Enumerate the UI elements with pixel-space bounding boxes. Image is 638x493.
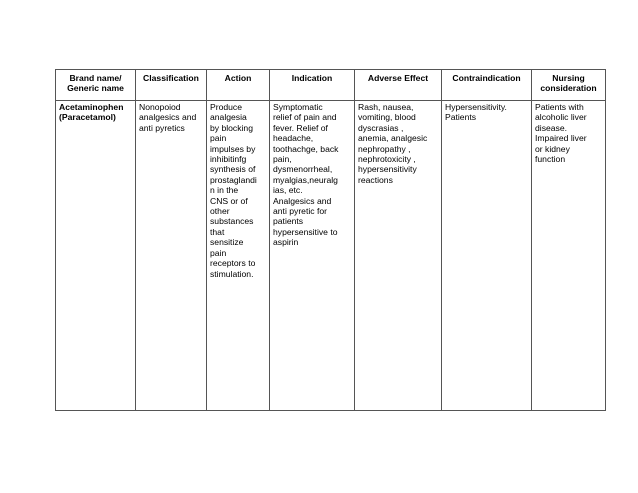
cell-text-line: Hypersensitivity. — [445, 102, 507, 112]
cell-text-line: Produce — [210, 102, 243, 112]
cell-text-line: pain — [210, 133, 227, 144]
cell-text-line: Impaired liver — [535, 133, 587, 144]
cell-text-line: inhibitinfg — [210, 154, 247, 165]
cell-nursing-consideration — [532, 101, 606, 411]
header-nursing-consideration: Nursing consideration — [532, 70, 606, 101]
cell-text-line: substances — [210, 216, 254, 227]
header-action: Action — [207, 70, 270, 101]
header-indication: Indication — [270, 70, 355, 101]
cell-text-line: that — [210, 226, 225, 237]
cell-text-line: myalgias,neuralg — [273, 174, 338, 185]
cell-text-line: disease. — [535, 122, 568, 133]
cell-classification — [136, 101, 207, 411]
cell-text-line: sensitize — [210, 237, 244, 248]
cell-text-line: function — [535, 154, 566, 165]
header-row — [56, 70, 606, 101]
cell-text-line: Analgesics and — [273, 195, 332, 206]
cell-text-line: dyscrasias , — [358, 122, 404, 133]
cell-adverse-effect — [355, 101, 442, 411]
drug-table — [55, 69, 606, 411]
cell-text-line: stimulation. — [210, 268, 254, 279]
cell-text-line: ias, etc. — [273, 185, 303, 196]
header-brand-name: Brand name/ Generic name — [56, 70, 136, 101]
cell-contraindication — [442, 101, 532, 411]
cell-text-line: Acetaminophen — [59, 102, 124, 112]
cell-text-line: analgesia — [210, 112, 247, 123]
cell-text-line: headache, — [273, 133, 314, 144]
cell-text-line: Patients — [445, 112, 477, 123]
cell-text-line: aspirin — [273, 237, 299, 248]
cell-text-line: hypersensitivity — [358, 164, 417, 175]
header-classification: Classification — [136, 70, 207, 101]
cell-text-line: vomiting, blood — [358, 112, 416, 123]
cell-text-line: pain — [210, 247, 227, 258]
cell-brand-name — [56, 101, 136, 411]
cell-text-line: (Paracetamol) — [59, 112, 116, 123]
cell-text-line: by blocking — [210, 122, 253, 133]
cell-text-line: Nonopoiod — [139, 102, 181, 112]
cell-text-line: alcoholic liver — [535, 112, 587, 123]
cell-text-line: prostaglandi — [210, 174, 257, 185]
cell-text-line: synthesis of — [210, 164, 256, 175]
cell-text-line: n in the — [210, 185, 239, 196]
cell-text-line: patients — [273, 216, 304, 227]
cell-text-line: nephrotoxicity , — [358, 154, 416, 165]
header-contraindication: Contraindication — [442, 70, 532, 101]
cell-text-line: impulses by — [210, 143, 256, 154]
cell-text-line: receptors to — [210, 258, 256, 269]
cell-indication — [270, 101, 355, 411]
cell-text-line: nephropathy , — [358, 143, 411, 154]
cell-text-line: Rash, nausea, — [358, 102, 414, 112]
cell-text-line: CNS or of — [210, 195, 248, 206]
cell-text-line: Symptomatic — [273, 102, 323, 112]
cell-text-line: pain, — [273, 154, 292, 165]
header-adverse-effect: Adverse Effect — [355, 70, 442, 101]
cell-text-line: hypersensitive to — [273, 226, 338, 237]
cell-text-line: relief of pain and — [273, 112, 337, 123]
cell-text-line: anemia, analgesic — [358, 133, 428, 144]
cell-text-line: fever. Relief of — [273, 122, 328, 133]
cell-action — [207, 101, 270, 411]
cell-text-line: analgesics and — [139, 112, 197, 123]
table-row — [56, 101, 606, 411]
cell-text-line: other — [210, 206, 230, 217]
cell-text-line: toothachge, back — [273, 143, 339, 154]
cell-text-line: or kidney — [535, 143, 570, 154]
cell-text-line: Patients with — [535, 102, 584, 112]
cell-text-line: reactions — [358, 174, 393, 185]
cell-text-line: dysmenorrheal, — [273, 164, 333, 175]
cell-text-line: anti pyretic for — [273, 206, 327, 217]
cell-text-line: anti pyretics — [139, 122, 185, 133]
